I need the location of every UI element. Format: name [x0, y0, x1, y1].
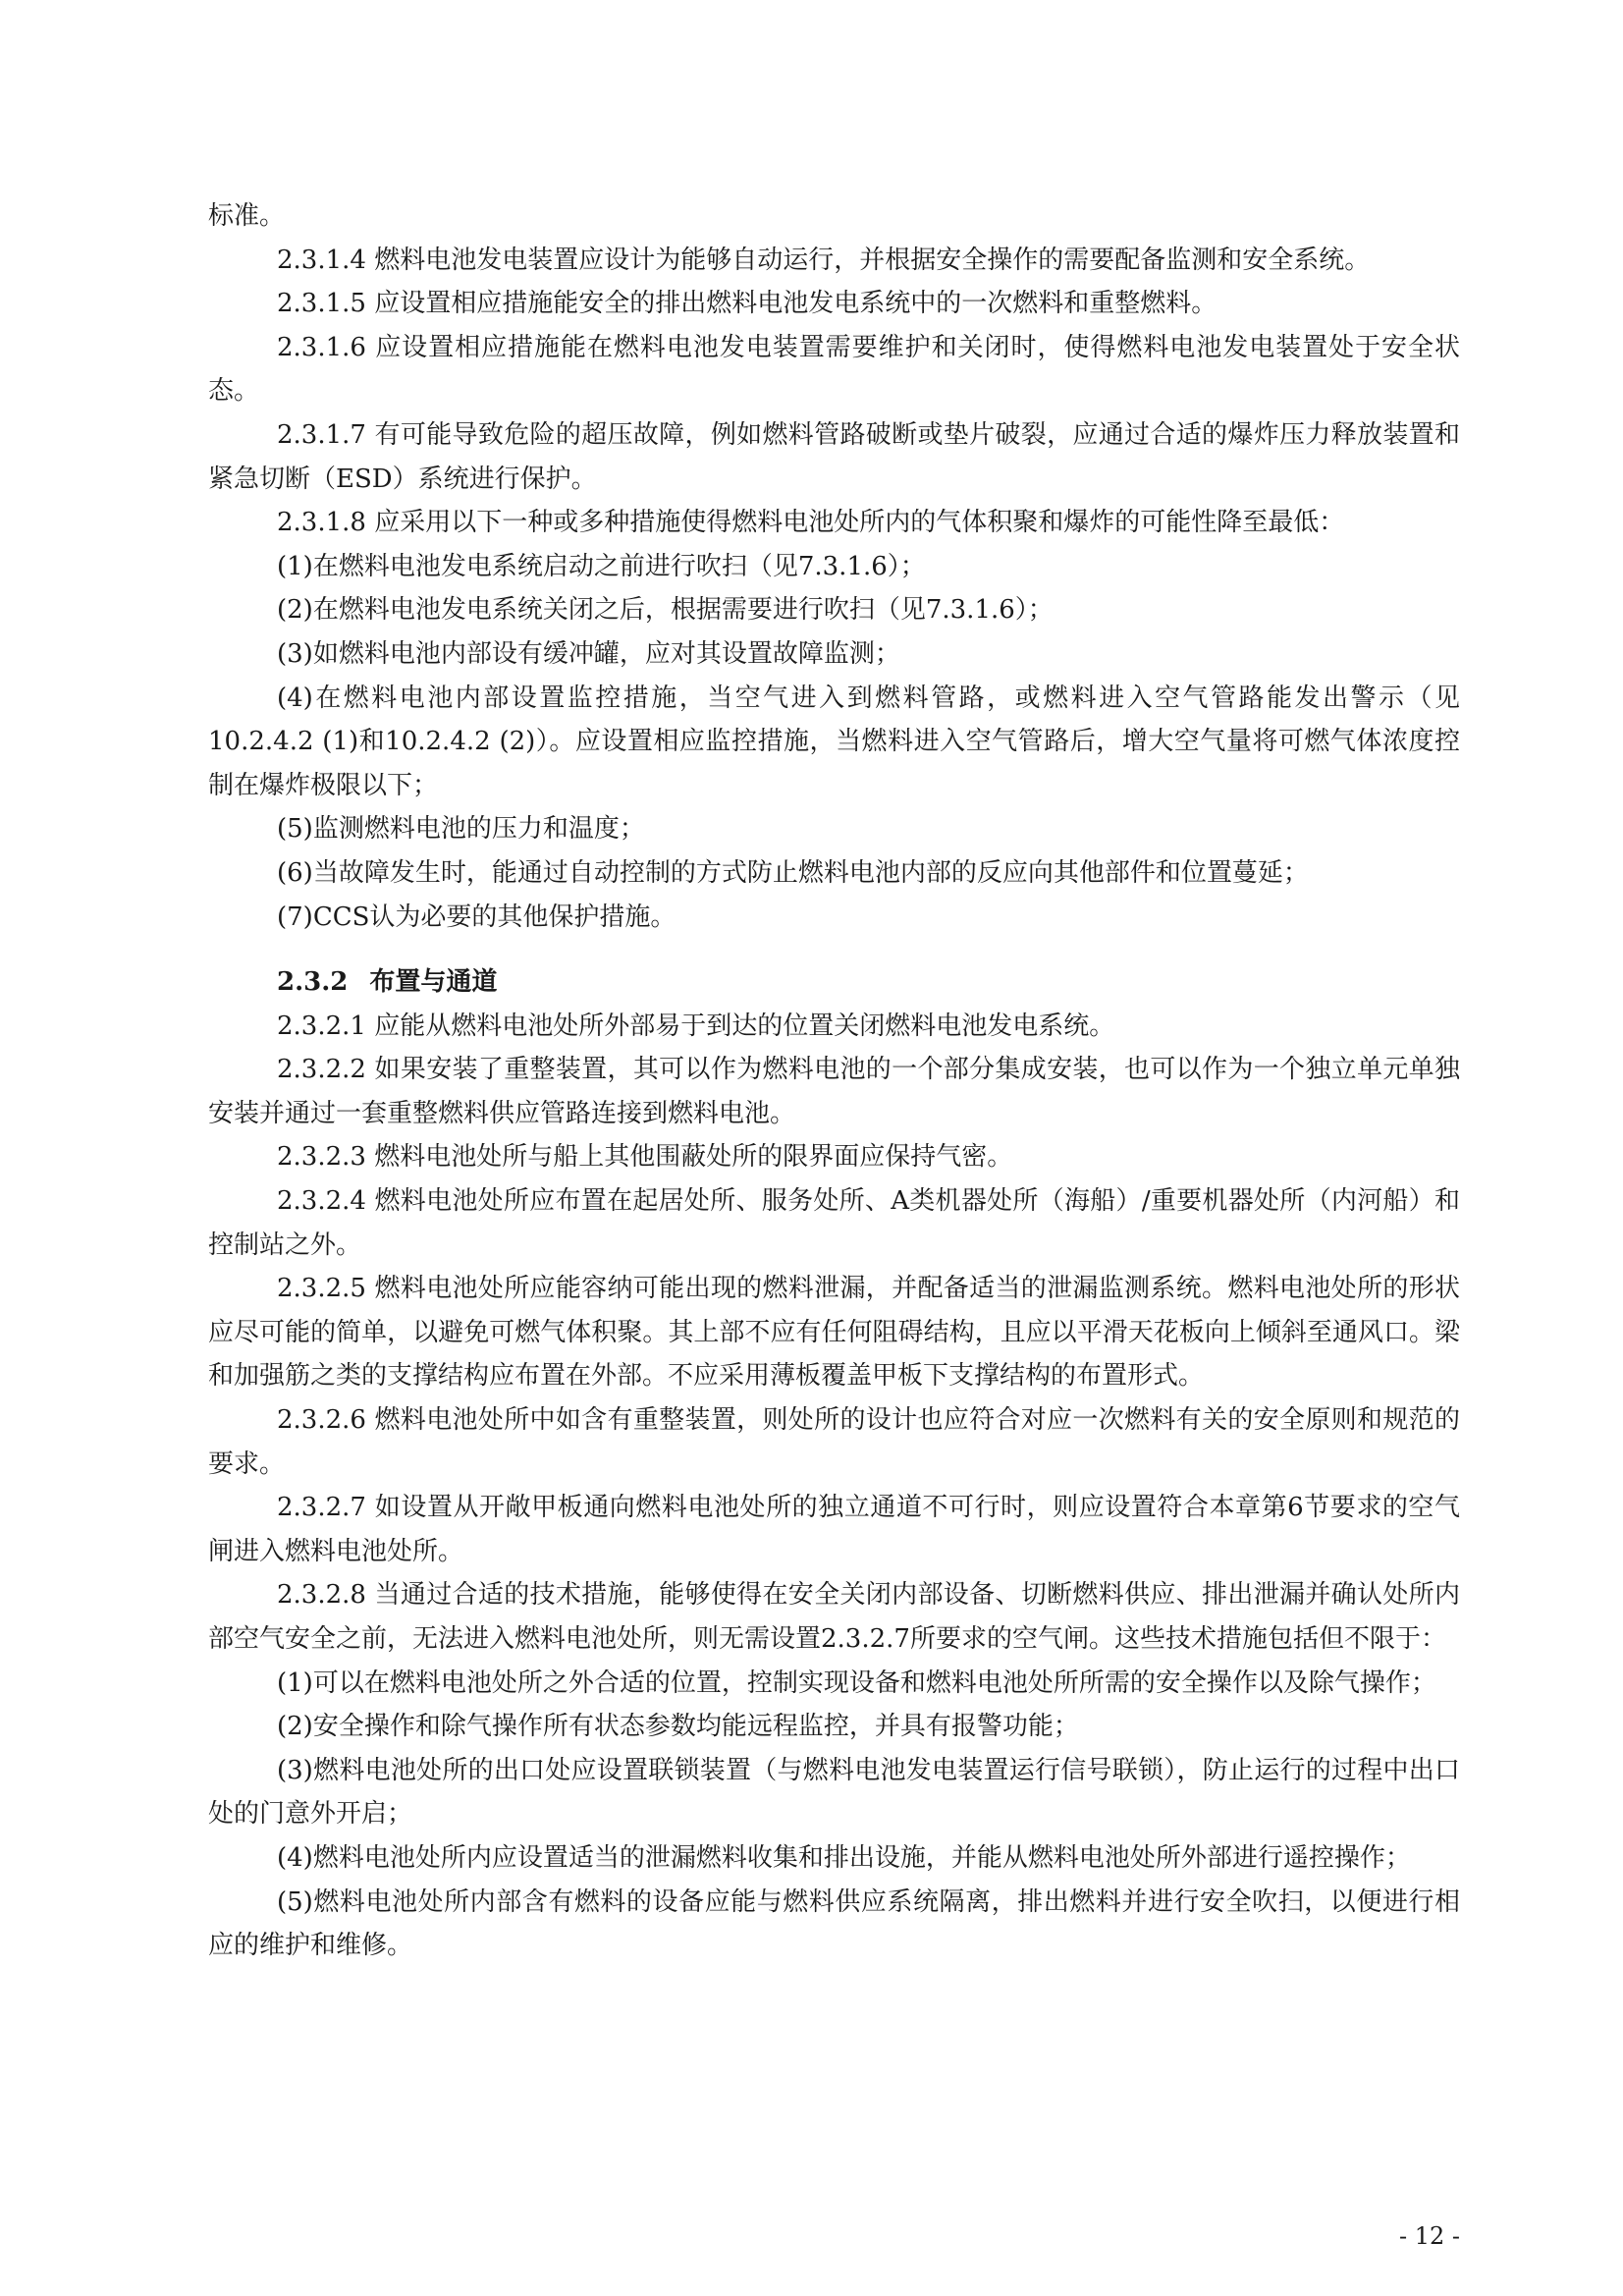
measure-item-1: (1)可以在燃料电池处所之外合适的位置，控制实现设备和燃料电池处所所需的安全操作以及除气操作； [277, 1667, 1436, 1698]
page-number: - 12 - [1398, 2222, 1460, 2250]
list-item-3: (3)如燃料电池内部设有缓冲罐，应对其设置故障监测； [277, 638, 900, 669]
list-item-5: (5)监测燃料电池的压力和温度； [277, 814, 645, 845]
document-page [208, 194, 1460, 1968]
clause-2-3-2-8: 2.3.2.8 当通过合适的技术措施，能够使得在安全关闭内部设备、切断燃料供应、排出泄漏并确认处所内部空气安全之前，无法进入燃料电池处所，则无需设置2.3.2.7所要求的空气闸。这些技术措施包括但不限于： [208, 1580, 1460, 1654]
measure-item-3: (3)燃料电池处所的出口处应设置联锁装置（与燃料电池发电装置运行信号联锁），防止运行的过程中出口处的门意外开启； [208, 1755, 1460, 1830]
list-item-4: (4)在燃料电池内部设置监控措施，当空气进入到燃料管路，或燃料进入空气管路能发出警示（见10.2.4.2 (1)和10.2.4.2 (2)）。应设置相应监控措施，当燃料进入空气管路后，增大空气量将可燃气体浓度控制在爆炸极限以下； [208, 683, 1460, 800]
paragraph-continuation: 标准。 [208, 201, 286, 231]
list-item-7: (7)CCS认为必要的其他保护措施。 [277, 902, 676, 932]
measure-item-5: (5)燃料电池处所内部含有燃料的设备应能与燃料供应系统隔离，排出燃料并进行安全吹扫，以便进行相应的维护和维修。 [208, 1886, 1460, 1961]
clause-2-3-2-3: 2.3.2.3 燃料电池处所与船上其他围蔽处所的限界面应保持气密。 [277, 1142, 1013, 1173]
clause-2-3-1-5: 2.3.1.5 应设置相应措施能安全的排出燃料电池发电系统中的一次燃料和重整燃料。 [277, 289, 1217, 319]
clause-2-3-2-5: 2.3.2.5 燃料电池处所应能容纳可能出现的燃料泄漏，并配备适当的泄漏监测系统。燃料电池处所的形状应尽可能的简单，以避免可燃气体积聚。其上部不应有任何阻碍结构，且应以平滑天花板向上倾斜至通风口。梁和加强筋之类的支撑结构应布置在外部。不应采用薄板覆盖甲板下支撑结构的布置形式。 [208, 1274, 1460, 1392]
section-heading [208, 960, 1460, 1005]
list-item-1: (1)在燃料电池发电系统启动之前进行吹扫（见7.3.1.6）； [277, 551, 926, 581]
clause-2-3-1-6: 2.3.1.6 应设置相应措施能在燃料电池发电装置需要维护和关闭时，使得燃料电池发电装置处于安全状态。 [208, 332, 1460, 407]
clause-2-3-1-4: 2.3.1.4 燃料电池发电装置应设计为能够自动运行，并根据安全操作的需要配备监测和安全系统。 [277, 245, 1371, 275]
clause-2-3-2-1: 2.3.2.1 应能从燃料电池处所外部易于到达的位置关闭燃料电池发电系统。 [277, 1011, 1115, 1041]
clause-2-3-1-7: 2.3.1.7 有可能导致危险的超压故障，例如燃料管路破断或垫片破裂，应通过合适的爆炸压力释放装置和紧急切断（ESD）系统进行保护。 [208, 419, 1460, 494]
measure-item-2: (2)安全操作和除气操作所有状态参数均能远程监控，并具有报警功能； [277, 1712, 1079, 1742]
clause-2-3-2-4: 2.3.2.4 燃料电池处所应布置在起居处所、服务处所、A类机器处所（海船）/重要机器处所（内河船）和控制站之外。 [208, 1186, 1460, 1260]
list-item-6: (6)当故障发生时，能通过自动控制的方式防止燃料电池内部的反应向其他部件和位置蔓延； [277, 857, 1309, 888]
clause-2-3-1-8: 2.3.1.8 应采用以下一种或多种措施使得燃料电池处所内的气体积聚和爆炸的可能性降至最低： [277, 508, 1345, 538]
measure-item-4: (4)燃料电池处所内应设置适当的泄漏燃料收集和排出设施，并能从燃料电池处所外部进行遥控操作； [277, 1842, 1411, 1873]
section-number: 2.3.2 [277, 967, 349, 998]
clause-2-3-2-2: 2.3.2.2 如果安装了重整装置，其可以作为燃料电池的一个部分集成安装，也可以作为一个独立单元单独安装并通过一套重整燃料供应管路连接到燃料电池。 [208, 1055, 1460, 1128]
section-title: 布置与通道 [369, 967, 498, 998]
list-item-2: (2)在燃料电池发电系统关闭之后，根据需要进行吹扫（见7.3.1.6）； [277, 595, 1054, 626]
clause-2-3-2-6: 2.3.2.6 燃料电池处所中如含有重整装置，则处所的设计也应符合对应一次燃料有关的安全原则和规范的要求。 [208, 1405, 1460, 1479]
clause-2-3-2-7: 2.3.2.7 如设置从开敞甲板通向燃料电池处所的独立通道不可行时，则应设置符合本章第6节要求的空气闸进入燃料电池处所。 [208, 1493, 1460, 1566]
